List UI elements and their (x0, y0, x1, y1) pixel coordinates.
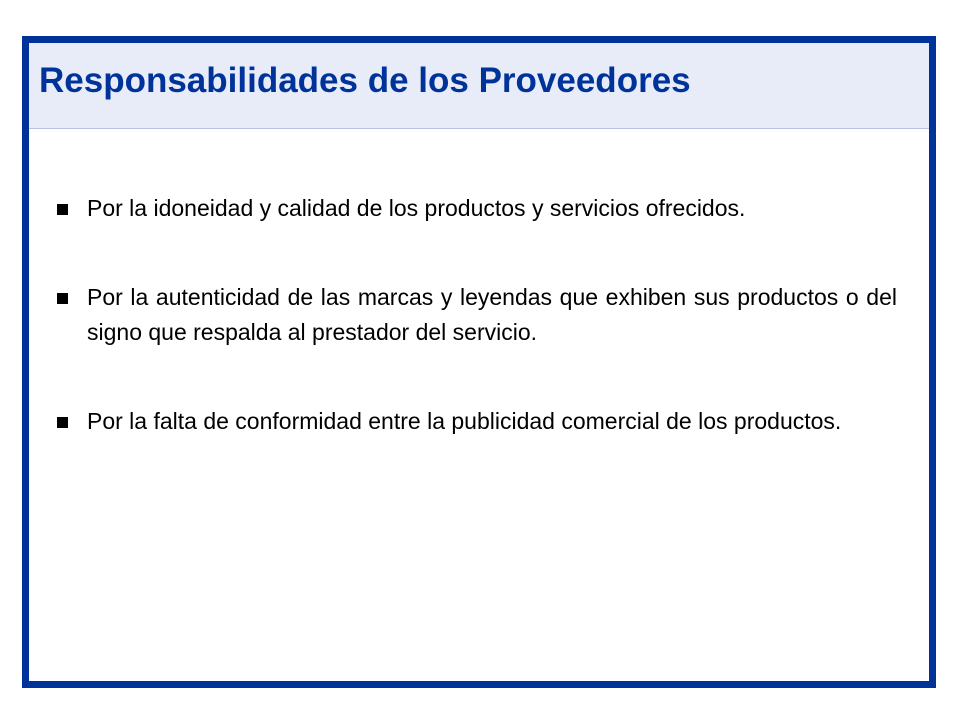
square-bullet-icon (57, 417, 68, 428)
bullet-item (57, 404, 897, 439)
bullet-text: Por la autenticidad de las marcas y leyendas que exhiben sus productos o del signo que respalda al prestador del servicio. (87, 284, 897, 345)
square-bullet-icon (57, 204, 68, 215)
title-band (29, 43, 929, 129)
square-bullet-icon (57, 293, 68, 304)
bullet-list (57, 191, 897, 439)
slide-frame (22, 36, 936, 688)
bullet-text: Por la idoneidad y calidad de los productos y servicios ofrecidos. (87, 195, 746, 221)
slide-title: Responsabilidades de los Proveedores (39, 61, 691, 100)
bullet-text: Por la falta de conformidad entre la publicidad comercial de los productos. (87, 408, 842, 434)
bullet-item (57, 280, 897, 350)
bullet-item (57, 191, 897, 226)
